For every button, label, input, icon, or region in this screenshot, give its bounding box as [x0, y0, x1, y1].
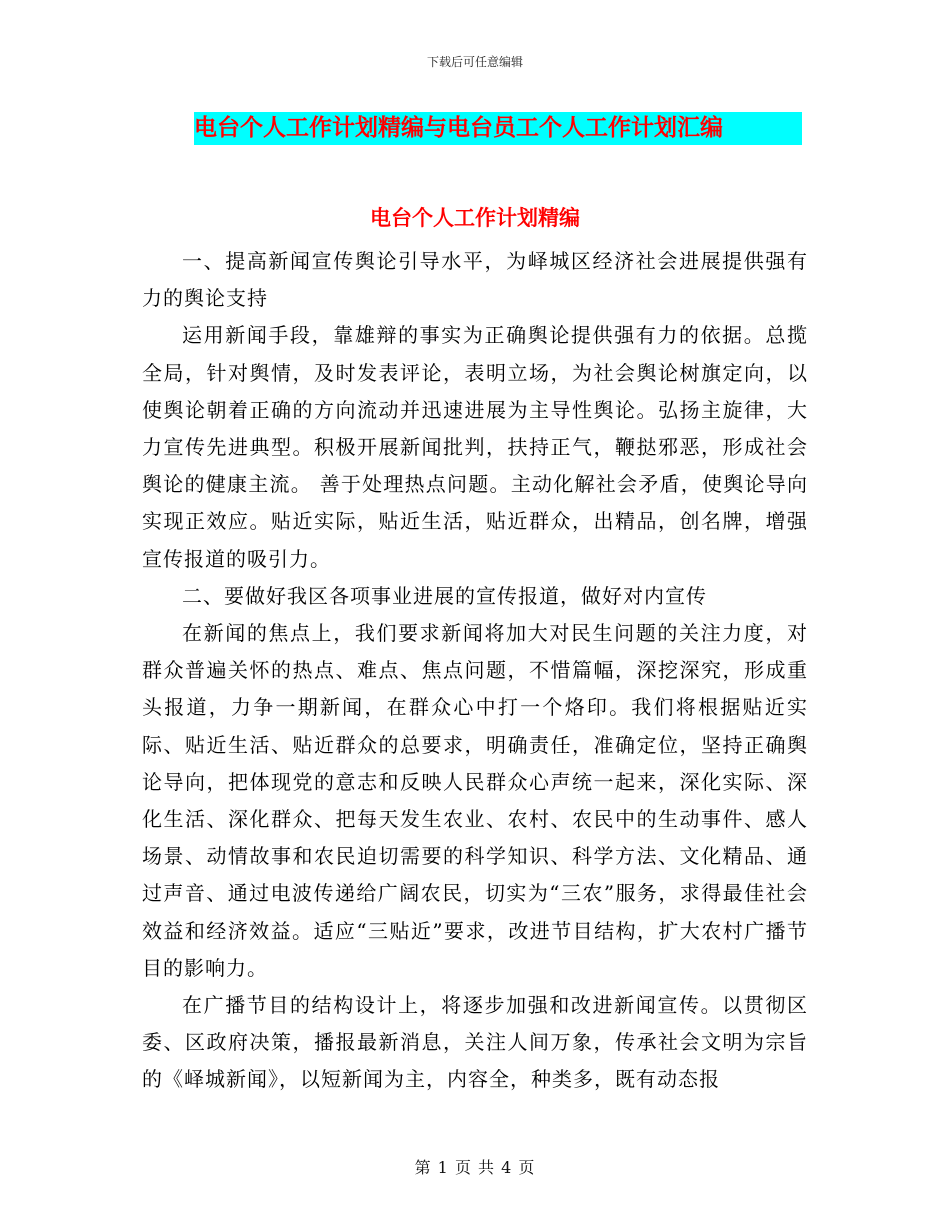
header-note: 下载后可任意编辑: [426, 55, 523, 69]
main-title-highlight: [194, 112, 802, 145]
paragraph-2: 运用新闻手段，靠雄辩的事实为正确舆论提供强有力的依据。总揽全局，针对舆情，及时发表评论，表明立场，为社会舆论树旗定向，以使舆论朝着正确的方向流动并迅速进展为主导性舆论。弘扬主旋律，大力宣传先进典型。积极开展新闻批判，扶持正气，鞭挞邪恶，形成社会舆论的健康主流。 善于处理热点问题。主动化解社会矛盾，使舆论导向实现正效应。贴近实际，贴近生活，贴近群众，出精品，创名牌，增强宣传报道的吸引力。: [142, 323, 808, 571]
body-text: [142, 243, 808, 1099]
paragraph-4: 在新闻的焦点上，我们要求新闻将加大对民生问题的关注力度，对群众普遍关怀的热点、难点、焦点问题，不惜篇幅，深挖深究，形成重头报道，力争一期新闻，在群众心中打一个烙印。我们将根据贴近实际、贴近生活、贴近群众的总要求，明确责任，准确定位，坚持正确舆论导向，把体现党的意志和反映人民群众心声统一起来，深化实际、深化生活、深化群众、把每天发生农业、农村、农民中的生动事件、感人场景、动情故事和农民迫切需要的科学知识、科学方法、文化精品、通过声音、通过电波传递给广阔农民，切实为“三农”服务，求得最佳社会效益和经济效益。适应“三贴近”要求，改进节目结构，扩大农村广播节目的影响力。: [142, 621, 808, 980]
section-title: 电台个人工作计划精编: [370, 206, 580, 230]
paragraph-5: 在广播节目的结构设计上，将逐步加强和改进新闻宣传。以贯彻区委、区政府决策，播报最新消息，关注人间万象，传承社会文明为宗旨的《峄城新闻》，以短新闻为主，内容全，种类多，既有动态报: [142, 993, 808, 1092]
page-footer: 第 1 页 共 4 页: [414, 1158, 536, 1177]
paragraph-3-heading: 二、要做好我区各项事业进展的宣传报道，做好对内宣传: [182, 583, 707, 608]
paragraph-1-heading: 一、提高新闻宣传舆论引导水平，为峄城区经济社会进展提供强有力的舆论支持: [142, 249, 808, 311]
main-title: 电台个人工作计划精编与电台员工个人工作计划汇编: [194, 115, 723, 141]
